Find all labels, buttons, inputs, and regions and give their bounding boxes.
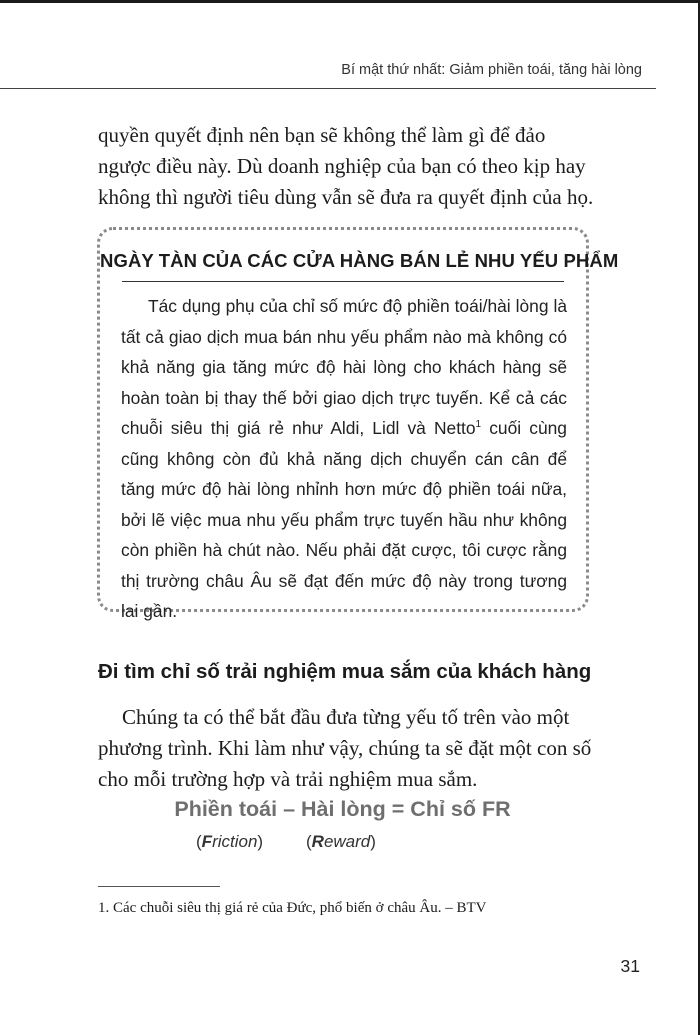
section-heading: Đi tìm chỉ số trải nghiệm mua sắm của khách hàng — [98, 660, 592, 683]
friction-initial: F — [201, 832, 213, 851]
sidebar-box — [97, 227, 619, 621]
running-header: Bí mật thứ nhất: Giảm phiền toái, tăng hài lòng — [341, 62, 642, 78]
sidebar-text-part-1: Tác dụng phụ của chỉ số mức độ phiền toái/hài lòng là tất cả giao dịch mua bán nhu yếu phẩm nào mà không có khả năng gia tăng mức độ hài lòng cho khách hàng sẽ hoàn toàn bị thay thế bởi giao dịch trực tuyến. Kể cả các chuỗi siêu thị giá rẻ như Aldi, Lidl và Netto — [121, 296, 567, 438]
sidebar-box-title: NGÀY TÀN CỦA CÁC CỬA HÀNG BÁN LẺ NHU YẾU PHẨM — [100, 250, 619, 271]
reward-gloss: (Reward) — [306, 832, 376, 851]
intro-paragraph: quyền quyết định nên bạn sẽ không thể làm gì để đảo ngược điều này. Dù doanh nghiệp của bạn có theo kịp hay không thì người tiêu dùng vẫn sẽ đưa ra quyết định của họ. — [98, 123, 594, 209]
footnote: 1. Các chuỗi siêu thị giá rẻ của Đức, phổ biến ở châu Âu. – BTV — [98, 900, 487, 916]
sidebar-box-text — [121, 291, 567, 627]
sidebar-text-part-2: cuối cùng cũng không còn đủ khả năng dịch chuyển cán cân để tăng mức độ hài lòng nhỉnh hơn mức độ phiền toái nữa, bởi lẽ việc mua nhu yếu phẩm trực tuyến hầu như không còn phiền hà chút nào. Nếu phải đặt cược, tôi cược rằng thị trường châu Âu sẽ đạt đến mức độ này trong tương lai gần. — [121, 418, 567, 621]
reward-rest: eward — [323, 832, 371, 851]
page-number: 31 — [620, 956, 640, 976]
footnote-marker: 1 — [475, 419, 482, 431]
section-paragraph — [98, 702, 598, 795]
fr-formula: Phiền toái – Hài lòng = Chỉ số FR — [174, 797, 511, 821]
page-top-border — [0, 0, 700, 3]
friction-rest: riction — [212, 832, 258, 851]
section-paragraph-text: Chúng ta có thể bắt đầu đưa từng yếu tố trên vào một phương trình. Khi làm như vậy, chúng ta sẽ đặt một con số cho mỗi trường hợp và trải nghiệm mua sắm. — [98, 705, 592, 791]
reward-initial: R — [311, 832, 324, 851]
sidebar-box-title-rule — [122, 281, 564, 282]
friction-gloss: (Friction) — [196, 832, 264, 851]
header-rule — [0, 88, 656, 89]
footnote-rule — [98, 886, 220, 887]
